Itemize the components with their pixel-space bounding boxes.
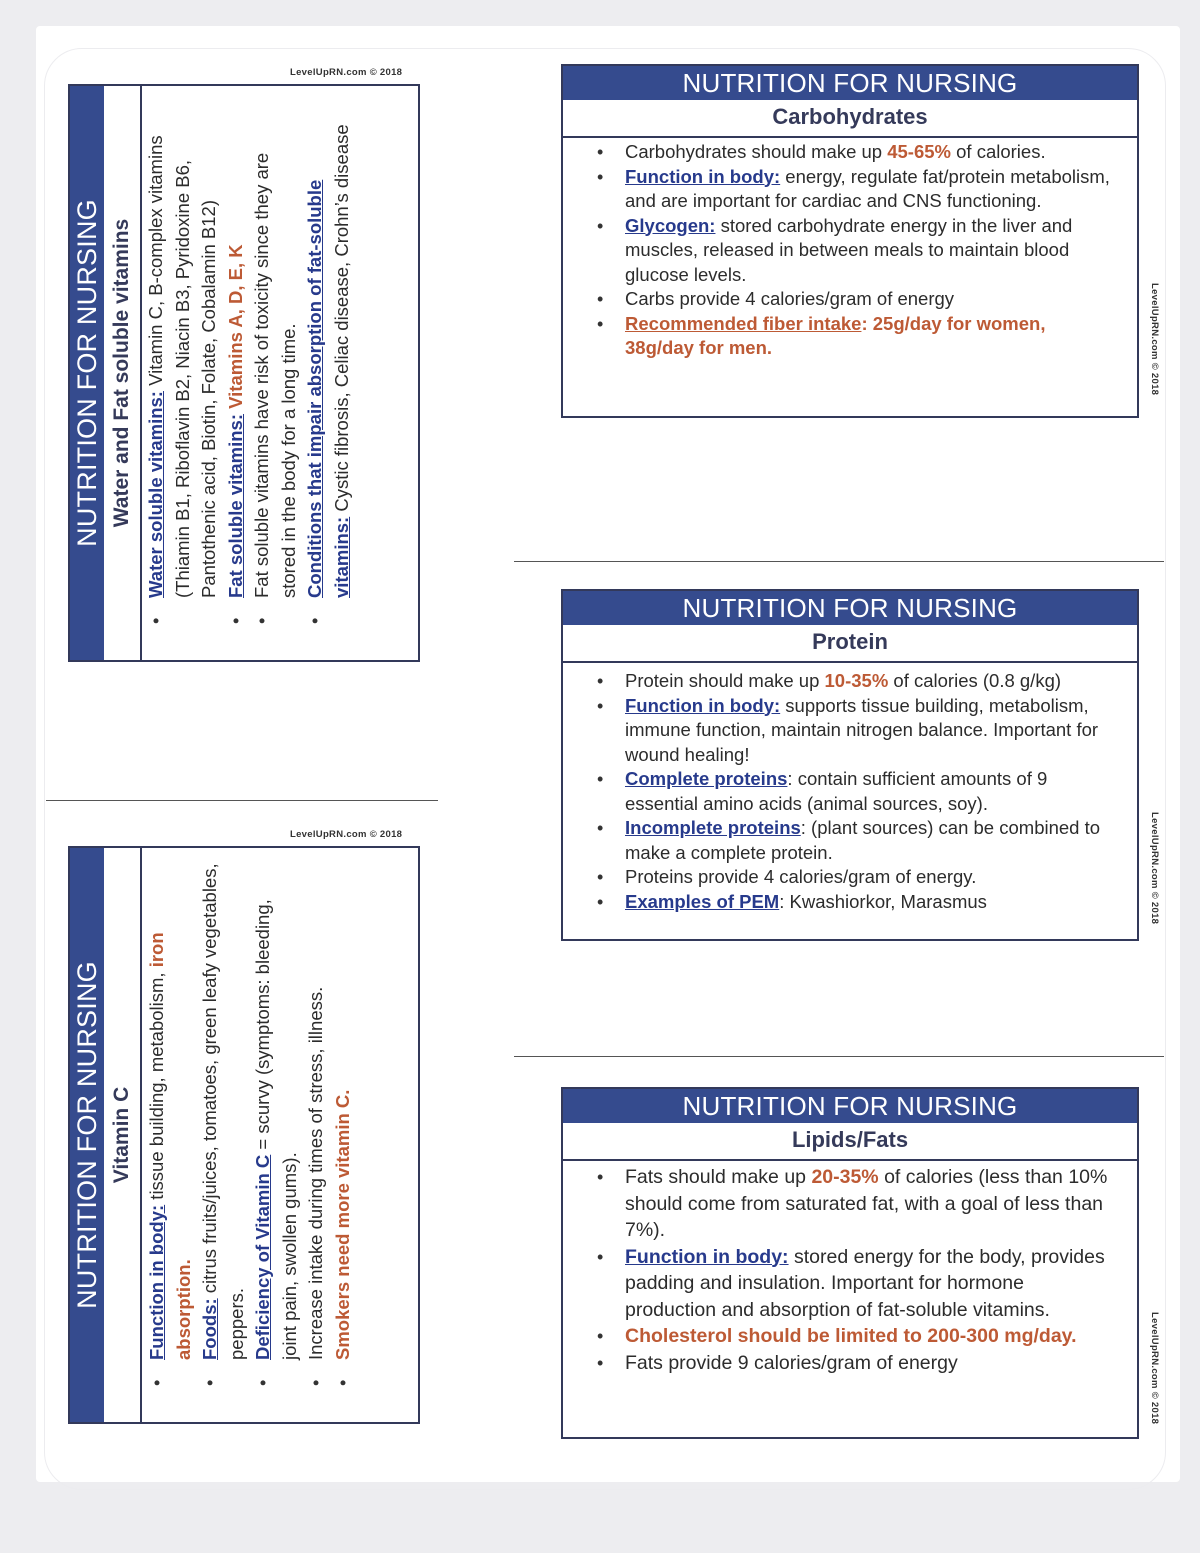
list-item: • Carbs provide 4 calories/gram of energy: [625, 287, 1115, 312]
list-item: • Fats provide 9 calories/gram of energy: [625, 1350, 1115, 1377]
list-item: • Increase intake during times of stress, illness.: [303, 862, 330, 1360]
list-item: • Function in body: stored energy for the body, provides padding and insulation. Important for hormone production and absorption of fat-soluble vitamins.: [625, 1244, 1115, 1324]
list-item: • Carbohydrates should make up 45-65% of calories.: [625, 140, 1115, 165]
card-title: NUTRITION FOR NURSING: [563, 66, 1137, 100]
card-title: NUTRITION FOR NURSING: [70, 86, 104, 660]
watermark: LevelUpRN.com © 2018: [1149, 1312, 1160, 1425]
list-item: • Function in body: supports tissue building, metabolism, immune function, maintain nitrogen balance. Important for wound healing!: [625, 694, 1115, 768]
cut-line-right-2: [514, 1056, 1164, 1057]
list-item: • Proteins provide 4 calories/gram of energy.: [625, 865, 1115, 890]
watermark: LevelUpRN.com © 2018: [290, 829, 403, 840]
card-title: NUTRITION FOR NURSING: [563, 1089, 1137, 1123]
list-item: • Function in body: energy, regulate fat/protein metabolism, and are important for cardiac and CNS functioning.: [625, 165, 1115, 214]
card-protein: [561, 589, 1139, 941]
card-vitamin-c: [68, 846, 420, 1424]
watermark: LevelUpRN.com © 2018: [290, 67, 403, 78]
bullet-list: [563, 663, 1137, 914]
list-item: • Incomplete proteins: (plant sources) can be combined to make a complete protein.: [625, 816, 1115, 865]
list-item: • Cholesterol should be limited to 200-300 mg/day.: [625, 1323, 1115, 1350]
cut-line-left: [46, 800, 438, 801]
card-carbohydrates: [561, 64, 1139, 418]
list-item: • Fat soluble vitamins have risk of toxicity since they are stored in the body for a long time.: [249, 100, 302, 598]
card-subtitle: Carbohydrates: [563, 100, 1137, 138]
list-item: • Complete proteins: contain sufficient amounts of 9 essential amino acids (animal sources, soy).: [625, 767, 1115, 816]
card-subtitle: Vitamin C: [104, 848, 142, 1422]
list-item: • Fat soluble vitamins: Vitamins A, D, E, K: [223, 100, 250, 598]
list-item: • Examples of PEM: Kwashiorkor, Marasmus: [625, 890, 1115, 915]
card-title: NUTRITION FOR NURSING: [70, 848, 104, 1422]
list-item: • Protein should make up 10-35% of calories (0.8 g/kg): [625, 669, 1115, 694]
card-lipids: [561, 1087, 1139, 1439]
list-item: • Water soluble vitamins: Vitamin C, B-complex vitamins (Thiamin B1, Riboflavin B2, Niacin B3, Pyridoxine B6, Pantothenic acid, Biotin, Folate, Cobalamin B12): [143, 100, 223, 598]
card-title: NUTRITION FOR NURSING: [563, 591, 1137, 625]
bullet-list: [142, 848, 356, 1422]
bullet-list: [563, 138, 1137, 361]
bullet-list: [142, 86, 355, 660]
bullet-list: [563, 1161, 1137, 1376]
list-item: • Deficiency of Vitamin C = scurvy (symptoms: bleeding, joint pain, swollen gums).: [250, 862, 303, 1360]
card-subtitle: Protein: [563, 625, 1137, 663]
list-item: • Foods: citrus fruits/juices, tomatoes, green leafy vegetables, peppers.: [197, 862, 250, 1360]
list-item: • Smokers need more vitamin C.: [330, 862, 357, 1360]
watermark: LevelUpRN.com © 2018: [1149, 812, 1160, 925]
card-subtitle: Water and Fat soluble vitamins: [104, 86, 142, 660]
list-item: • Conditions that impair absorption of fat-soluble vitamins: Cystic fibrosis, Celiac disease, Crohn’s disease: [302, 100, 355, 598]
list-item: • Function in body: tissue building, metabolism, iron absorption.: [144, 862, 197, 1360]
list-item: • Glycogen: stored carbohydrate energy in the liver and muscles, released in between meals to maintain blood glucose levels.: [625, 214, 1115, 288]
watermark: LevelUpRN.com © 2018: [1149, 283, 1160, 396]
list-item: • Fats should make up 20-35% of calories (less than 10% should come from saturated fat, with a goal of less than 7%).: [625, 1164, 1115, 1244]
card-vitamins: [68, 84, 420, 662]
list-item: • Recommended fiber intake: 25g/day for women, 38g/day for men.: [625, 312, 1115, 361]
cut-line-right-1: [514, 561, 1164, 562]
card-subtitle: Lipids/Fats: [563, 1123, 1137, 1161]
